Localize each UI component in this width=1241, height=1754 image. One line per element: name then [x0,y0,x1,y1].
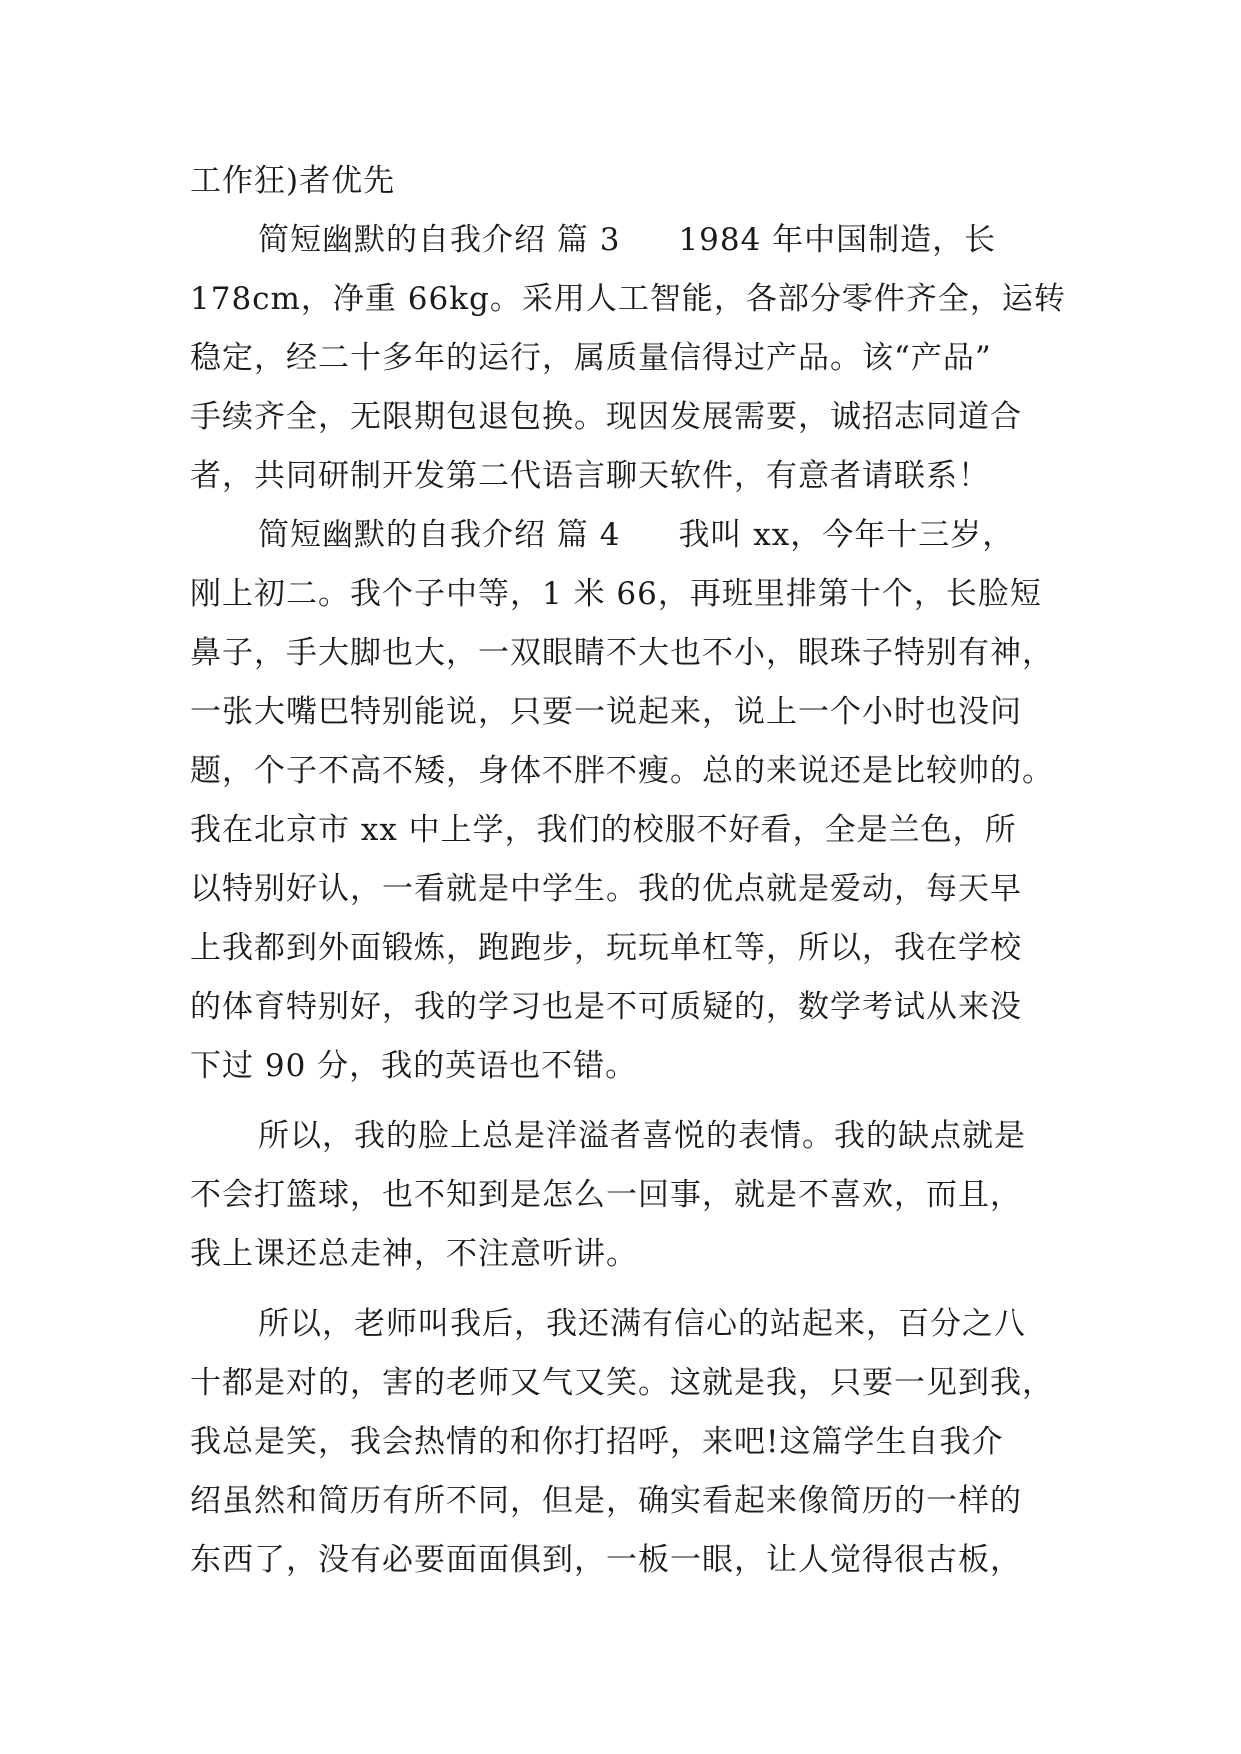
text-line: 刚上初二。我个子中等，1 米 66，再班里排第十个，长脸短 [190,576,1042,612]
text-line: 稳定，经二十多年的运行，属质量信得过产品。该“产品” [190,340,992,376]
section-heading: 简短幽默的自我介绍 篇 4 [258,517,621,553]
section-heading: 简短幽默的自我介绍 篇 3 [258,222,621,258]
section-heading-line [190,506,1050,565]
text-segment: 1984 年中国制造，长 [678,222,997,258]
text-line: 手续齐全，无限期包退包换。现因发展需要，诚招志同道合 [190,399,1022,435]
text-line: 的体育特别好，我的学习也是不可质疑的，数学考试从来没 [190,989,1022,1025]
text-line: 我总是笑，我会热情的和你打招呼，来吧!这篇学生自我介 [190,1424,1004,1460]
text-line: 十都是对的，害的老师又气又笑。这就是我，只要一见到我， [190,1365,1054,1401]
paragraph-first-line: 所以，我的脸上总是洋溢者喜悦的表情。我的缺点就是 [258,1118,1026,1154]
text-line: 上我都到外面锻炼，跑跑步，玩玩单杠等，所以，我在学校 [190,930,1022,966]
text-line: 者，共同研制开发第二代语言聊天软件，有意者请联系！ [190,458,990,494]
text-line: 工作狂)者优先 [190,163,396,199]
text-line: 东西了，没有必要面面俱到，一板一眼，让人觉得很古板， [190,1542,1022,1578]
text-line: 178cm，净重 66kg。采用人工智能，各部分零件齐全，运转 [190,281,1066,317]
text-line: 以特别好认，一看就是中学生。我的优点就是爱动，每天早 [190,871,1022,907]
text-line: 我上课还总走神，不注意听讲。 [190,1236,638,1272]
section-heading-line [190,211,1050,270]
text-line: 鼻子，手大脚也大，一双眼睛不大也不小，眼珠子特别有神， [190,635,1054,671]
text-line: 不会打篮球，也不知到是怎么一回事，就是不喜欢，而且， [190,1177,1022,1213]
document-body [190,152,1066,1590]
text-line: 题，个子不高不矮，身体不胖不瘦。总的来说还是比较帅的。 [190,753,1054,789]
text-line: 我在北京市 xx 中上学，我们的校服不好看，全是兰色，所 [190,812,1017,848]
text-line: 一张大嘴巴特别能说，只要一说起来，说上一个小时也没问 [190,694,1022,730]
paragraph-first-line: 所以，老师叫我后，我还满有信心的站起来，百分之八 [258,1306,1026,1342]
text-line: 下过 90 分，我的英语也不错。 [190,1048,638,1084]
text-segment: 我叫 xx，今年十三岁， [678,517,1015,553]
text-line: 绍虽然和简历有所不同，但是，确实看起来像简历的一样的 [190,1483,1022,1519]
